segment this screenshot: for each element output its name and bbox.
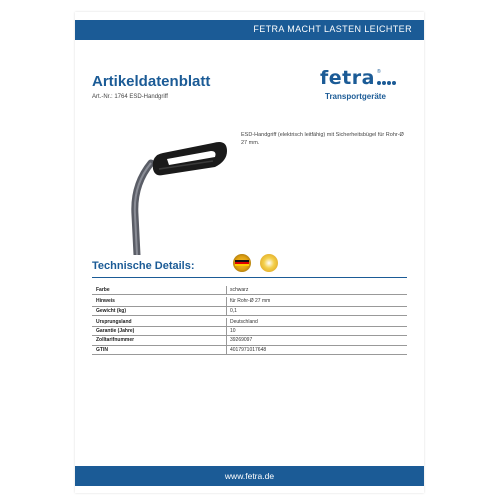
- table-row: Zolltarifnummer 39269097: [92, 336, 407, 345]
- top-banner: [75, 20, 424, 40]
- table-row: Gewicht (kg) 0,1: [92, 307, 407, 316]
- footer-bar: [75, 466, 424, 486]
- german-flag-icon: [235, 260, 249, 266]
- table-row: Garantie (Jahre) 10: [92, 327, 407, 336]
- table-row: Hinweis für Rohr-Ø 27 mm: [92, 297, 407, 306]
- esd-handle-image: [123, 125, 243, 255]
- website-link[interactable]: www.fetra.de: [224, 471, 275, 481]
- made-in-germany-badge: [233, 254, 251, 272]
- table-row: Farbe schwarz: [92, 286, 407, 295]
- table-row: GTIN 4017971017648: [92, 346, 407, 355]
- fetra-logo: [320, 67, 400, 107]
- section-title: Technische Details:: [92, 260, 195, 272]
- spec-table: [92, 286, 407, 355]
- logo-tagline: Transportgeräte: [325, 92, 386, 101]
- table-row: Ursprungsland Deutschland: [92, 318, 407, 327]
- page-title: Artikeldatenblatt: [92, 73, 211, 90]
- banner-slogan: FETRA MACHT LASTEN LEICHTER: [253, 24, 412, 34]
- logo-dots-icon: [377, 81, 397, 86]
- datasheet-page: [75, 12, 424, 493]
- logo-word: fetra: [320, 67, 375, 89]
- product-description: ESD-Handgriff (elektrisch leitfähig) mit Sicherheitsbügel für Rohr-Ø 27 mm.: [241, 132, 404, 146]
- article-number: Art.-Nr.: 1764 ESD-Handgriff: [92, 94, 168, 100]
- section-divider: [92, 277, 407, 278]
- quality-seal-badge: [260, 254, 278, 272]
- registered-mark: ®: [377, 69, 381, 75]
